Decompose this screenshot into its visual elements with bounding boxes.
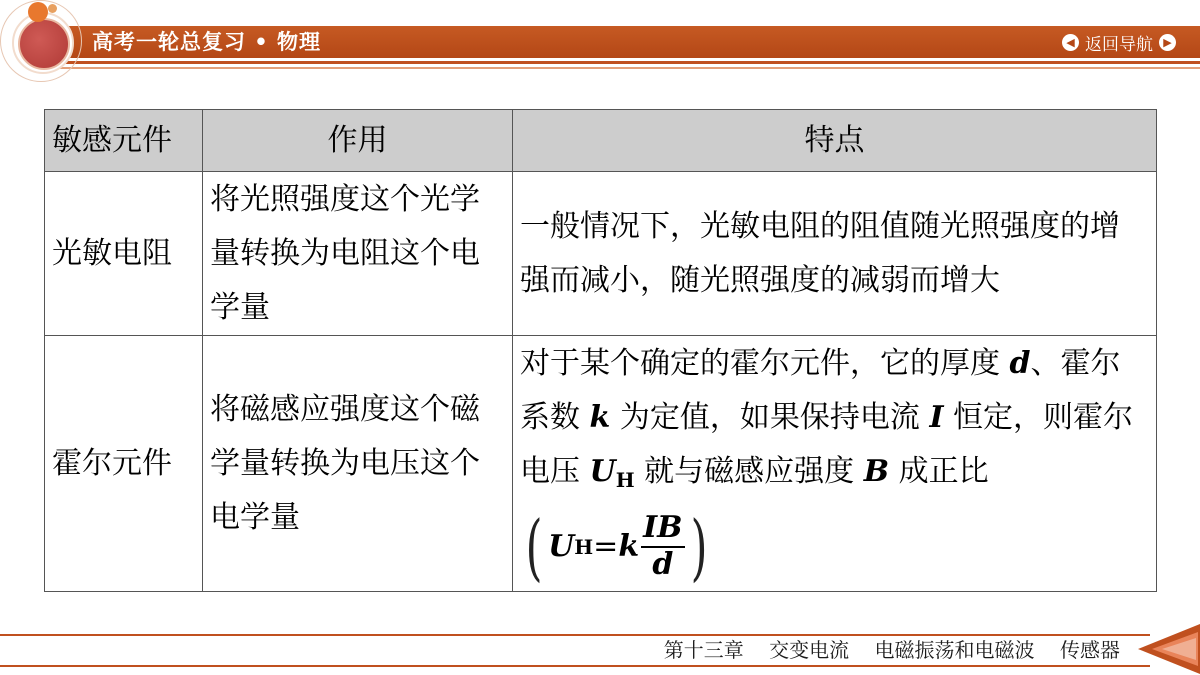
logo-dot-icon bbox=[28, 2, 48, 22]
formula-coef: k bbox=[618, 529, 640, 565]
back-to-nav-link[interactable]: 返回导航 bbox=[1085, 34, 1153, 55]
hall-voltage-formula bbox=[520, 505, 713, 590]
feature-text: 、霍尔系数 bbox=[520, 346, 1121, 436]
footer-divider-bottom bbox=[0, 665, 1150, 667]
formula-lhs: U bbox=[548, 529, 575, 565]
header-cell-element: 敏感元件 bbox=[45, 110, 203, 172]
back-arrow-icon[interactable] bbox=[1136, 624, 1200, 674]
formula-equals: = bbox=[593, 529, 619, 565]
formula-numerator: IB bbox=[641, 512, 684, 548]
feature-text: 就与磁感应强度 bbox=[644, 454, 855, 490]
var-B: B bbox=[863, 454, 890, 490]
cell-element: 光敏电阻 bbox=[45, 172, 203, 336]
cell-feature: 一般情况下，光敏电阻的阻值随光照强度的增强而减小，随光照强度的减弱而增大 bbox=[513, 172, 1157, 336]
var-U: U bbox=[589, 454, 616, 490]
table-row bbox=[45, 336, 1157, 592]
feature-text: 恒定，则霍尔电压 bbox=[520, 400, 1134, 490]
nav-control bbox=[1062, 26, 1176, 58]
page-title: 高考一轮总复习 • 物理 bbox=[92, 30, 322, 54]
sensor-table bbox=[44, 109, 1157, 592]
logo-circle-icon bbox=[18, 18, 70, 70]
logo-small-dot-icon bbox=[48, 4, 57, 13]
cell-feature bbox=[513, 336, 1157, 592]
feature-text: 对于某个确定的霍尔元件，它的厚度 bbox=[520, 346, 1000, 382]
cell-function: 将磁感应强度这个磁学量转换为电压这个电学量 bbox=[203, 336, 513, 592]
table-row bbox=[45, 172, 1157, 336]
header-divider bbox=[60, 61, 1200, 64]
header-cell-function: 作用 bbox=[203, 110, 513, 172]
header-cell-feature: 特点 bbox=[513, 110, 1157, 172]
feature-text: 为定值，如果保持电流 bbox=[619, 400, 920, 436]
prev-arrow-icon[interactable]: ◀ bbox=[1062, 34, 1079, 51]
cell-element: 霍尔元件 bbox=[45, 336, 203, 592]
right-paren-icon: ) bbox=[690, 505, 707, 590]
left-paren-icon: ( bbox=[525, 505, 543, 590]
cell-function: 将光照强度这个光学量转换为电阻这个电学量 bbox=[203, 172, 513, 336]
var-I: I bbox=[929, 400, 944, 436]
var-d: d bbox=[1009, 346, 1031, 382]
next-arrow-icon[interactable]: ▶ bbox=[1159, 34, 1176, 51]
formula-fraction bbox=[641, 512, 684, 582]
var-k: k bbox=[589, 400, 611, 436]
feature-text: 成正比 bbox=[898, 454, 989, 490]
formula-lhs-subscript: H bbox=[574, 535, 594, 560]
var-U-subscript: H bbox=[615, 468, 635, 493]
header-divider-thin bbox=[60, 67, 1200, 69]
table-header-row bbox=[45, 110, 1157, 172]
chapter-title: 第十三章 交变电流 电磁振荡和电磁波 传感器 bbox=[663, 638, 1120, 662]
formula-denominator: d bbox=[652, 547, 674, 583]
